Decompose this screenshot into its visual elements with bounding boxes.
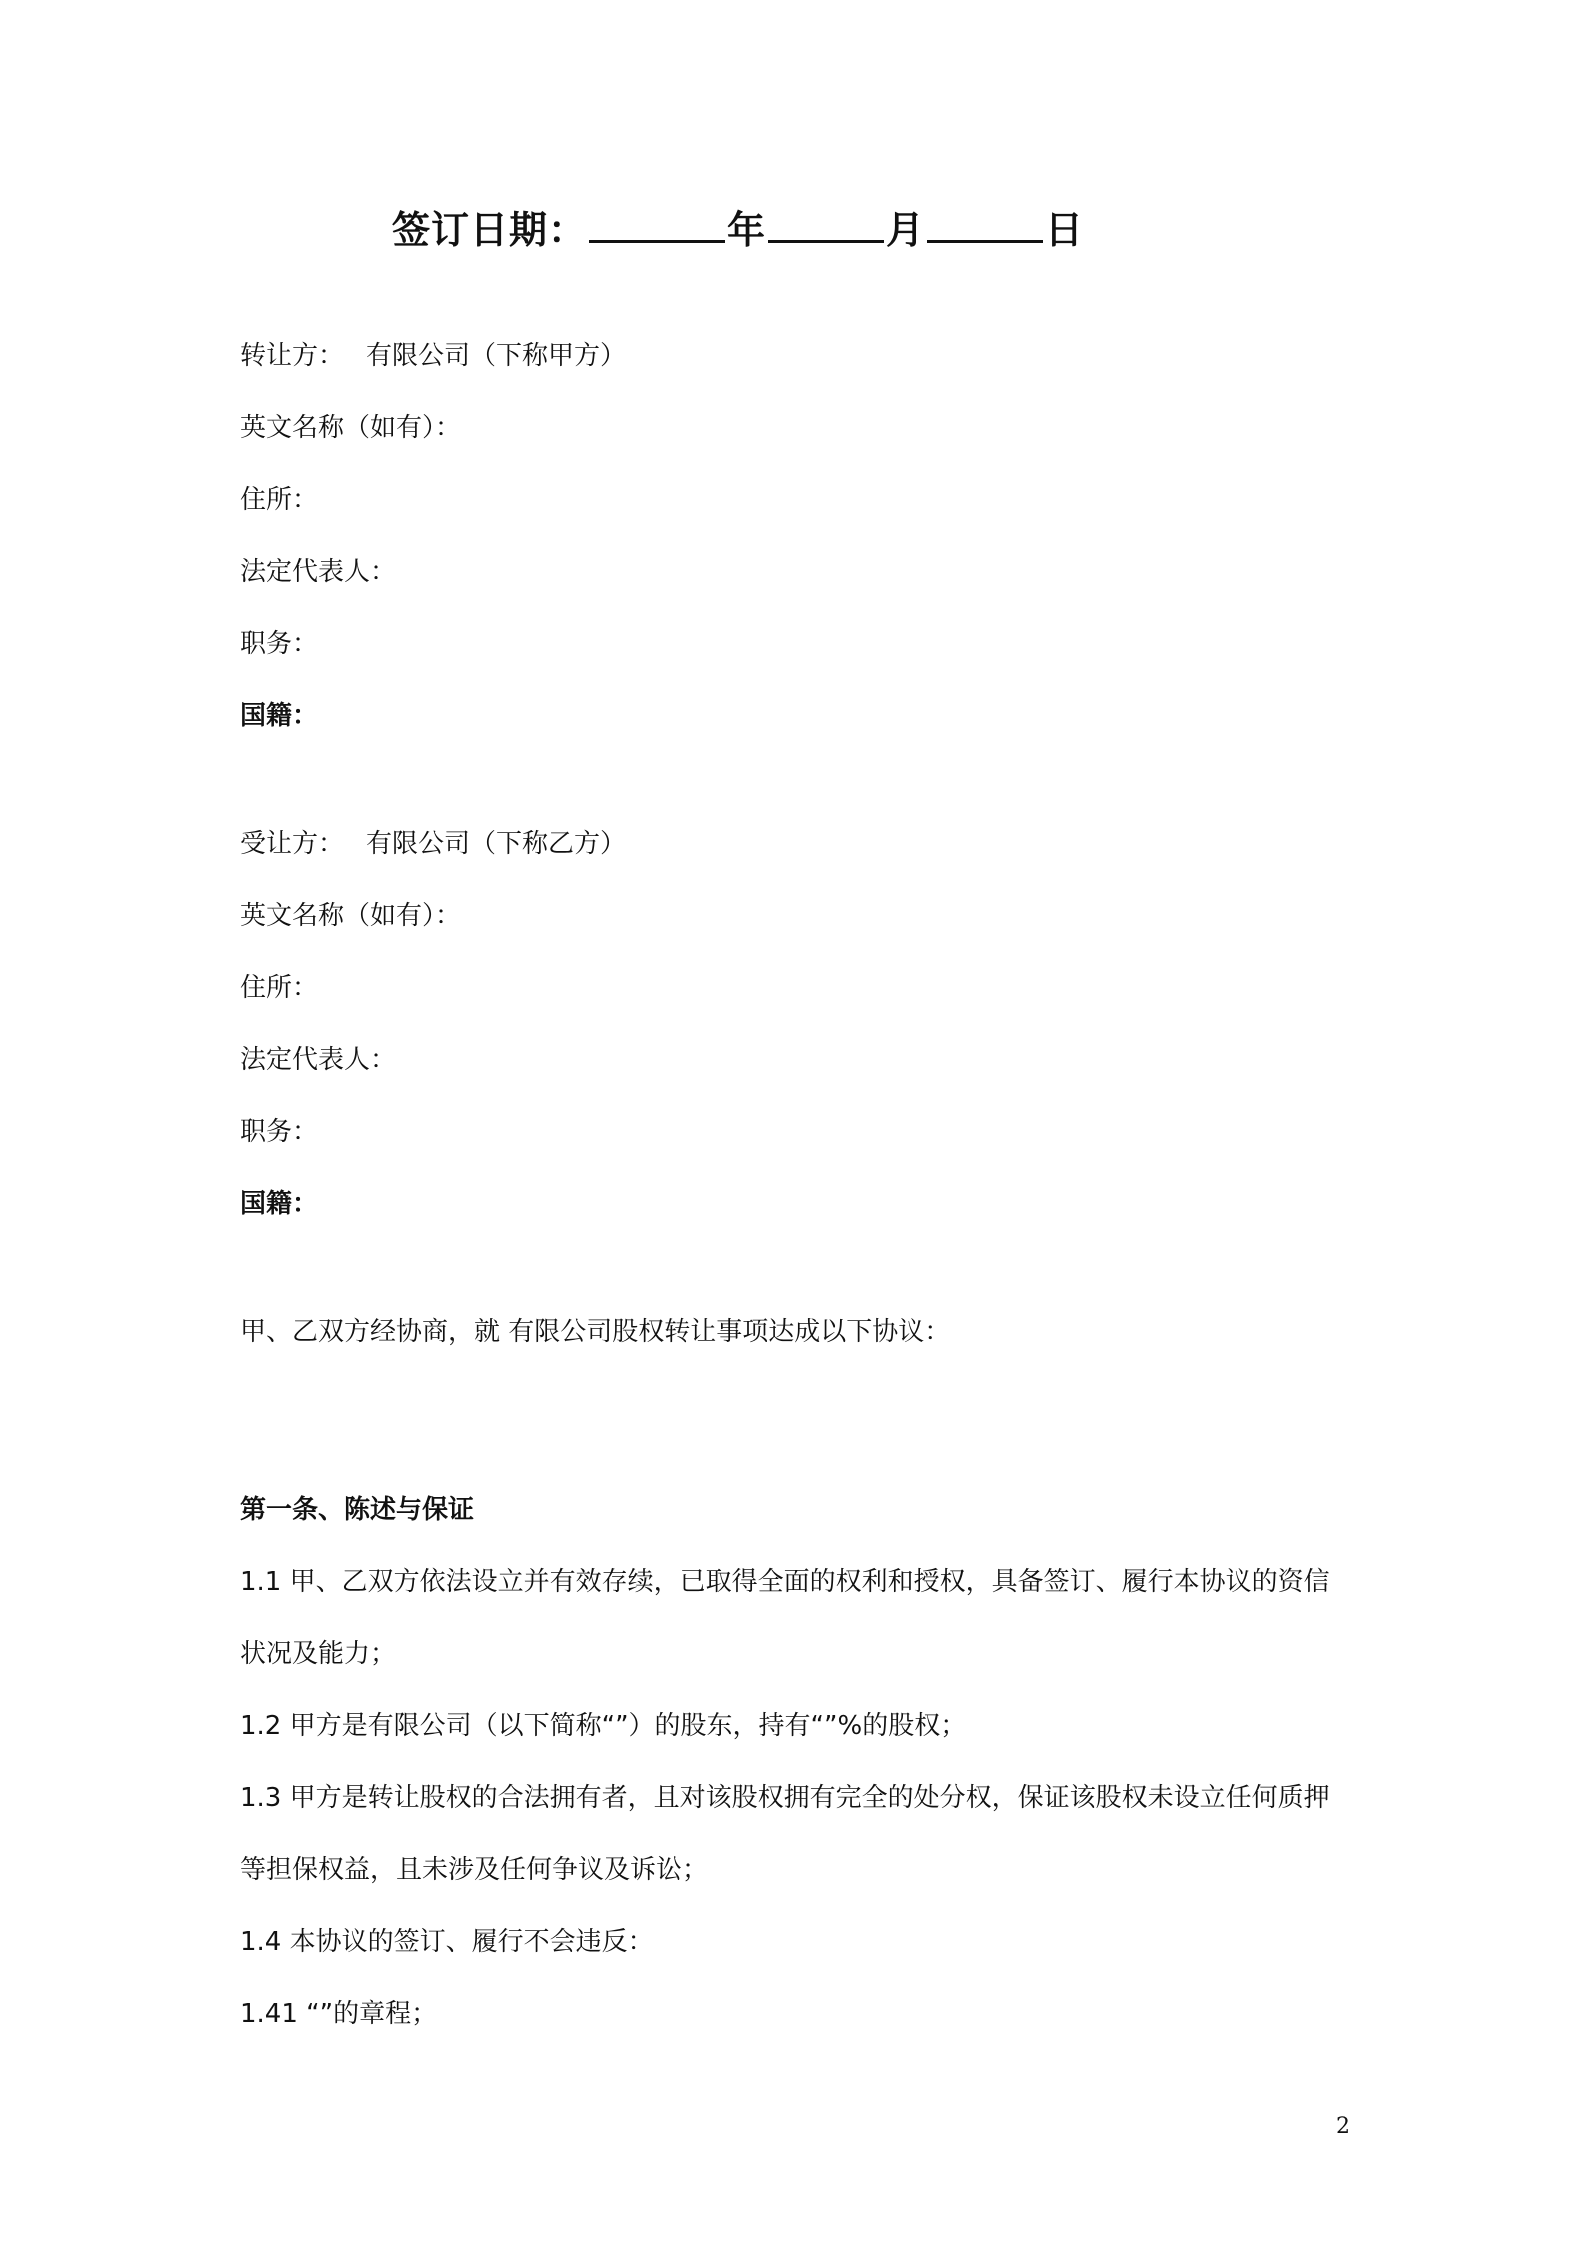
month-label: 月 <box>886 208 926 252</box>
transferee-role: 受让方： <box>240 829 345 859</box>
signing-date-label: 签订日期： <box>392 208 588 252</box>
clause-1-3-line-1: 1.3 甲方是转让股权的合法拥有者，且对该股权拥有完全的处分权，保证该股权未设立任何质押 <box>240 1783 1330 1813</box>
transferor-line <box>240 336 626 376</box>
clause-1-1-line-1: 1.1 甲、乙双方依法设立并有效存续，已取得全面的权利和授权，具备签订、履行本协议的资信 <box>240 1567 1330 1597</box>
year-label: 年 <box>727 208 767 252</box>
clause-1-4: 1.4 本协议的签订、履行不会违反： <box>240 1927 654 1957</box>
transferor-legal-rep: 法定代表人： <box>240 557 397 587</box>
transferee-address: 住所： <box>240 973 319 1003</box>
clause-1-2: 1.2 甲方是有限公司（以下简称“”）的股东，持有“”%的股权； <box>240 1711 967 1741</box>
transferee-legal-rep: 法定代表人： <box>240 1045 397 1075</box>
day-label: 日 <box>1045 208 1085 252</box>
year-blank <box>589 200 725 243</box>
transferor-english-name: 英文名称（如有）： <box>240 413 462 443</box>
preamble: 甲、乙双方经协商，就 有限公司股权转让事项达成以下协议： <box>240 1317 951 1347</box>
transferor-position: 职务： <box>240 629 319 659</box>
transferee-english-name: 英文名称（如有）： <box>240 901 462 931</box>
clause-1-1-line-2: 状况及能力； <box>240 1639 397 1669</box>
clause-1-41: 1.41 “”的章程； <box>240 1999 438 2029</box>
transferee-nationality: 国籍： <box>240 1189 319 1219</box>
transferor-name: 有限公司（下称甲方） <box>366 341 627 371</box>
article-1-heading: 第一条、陈述与保证 <box>240 1495 475 1525</box>
transferee-position: 职务： <box>240 1117 319 1147</box>
day-blank <box>927 200 1043 243</box>
transferor-role: 转让方： <box>240 341 345 371</box>
transferor-nationality: 国籍： <box>240 701 319 731</box>
transferor-address: 住所： <box>240 485 319 515</box>
month-blank <box>768 200 884 243</box>
signing-date-title <box>392 200 1084 258</box>
transferee-name: 有限公司（下称乙方） <box>366 829 627 859</box>
clause-1-3-line-2: 等担保权益，且未涉及任何争议及诉讼； <box>240 1855 709 1885</box>
transferee-line <box>240 824 626 864</box>
page-number: 2 <box>1336 2114 1350 2139</box>
